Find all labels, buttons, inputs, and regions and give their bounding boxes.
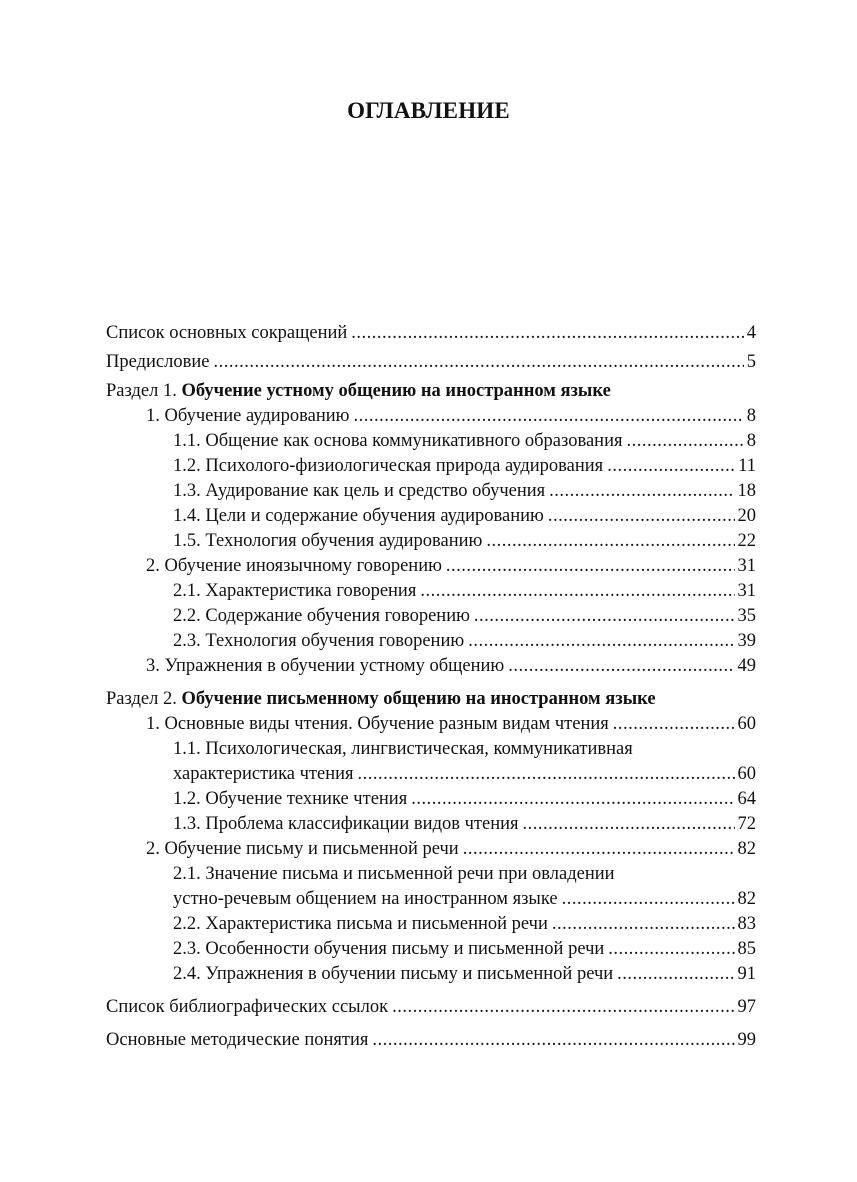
toc-entry-s1-ch1-2[interactable] bbox=[173, 454, 756, 479]
toc-entry-title: Список основных сокращений bbox=[106, 323, 348, 343]
toc-page-number: 8 bbox=[746, 406, 756, 426]
toc-page-number: 35 bbox=[737, 606, 756, 626]
toc-entry-s2-ch2-3[interactable] bbox=[173, 937, 756, 962]
toc-page-number: 20 bbox=[737, 506, 756, 526]
toc-entry-bibliography[interactable] bbox=[106, 995, 756, 1020]
section-prefix: Раздел 2. bbox=[106, 689, 177, 709]
toc-entry-title: 1. Обучение аудированию bbox=[146, 406, 350, 426]
toc-entry-s2-ch2-4[interactable] bbox=[173, 962, 756, 987]
dot-leader bbox=[549, 479, 734, 504]
toc-entry-title: 1.2. Психолого-физиологическая природа аудирования bbox=[173, 456, 604, 476]
toc-entry-title: 1.3. Проблема классификации видов чтения bbox=[173, 814, 519, 834]
table-of-contents bbox=[106, 321, 756, 1053]
toc-entry-s1-ch1-5[interactable] bbox=[173, 529, 756, 554]
dot-leader bbox=[626, 429, 743, 454]
toc-entry-s2-ch2-2[interactable] bbox=[173, 912, 756, 937]
section-prefix: Раздел 1. bbox=[106, 381, 177, 401]
toc-entry-s2-ch1-1[interactable] bbox=[173, 762, 756, 787]
toc-entry-s1-ch3[interactable] bbox=[146, 654, 756, 679]
toc-page-number: 18 bbox=[737, 481, 756, 501]
toc-page-number: 60 bbox=[737, 714, 756, 734]
toc-entry-title: 1.1. Общение как основа коммуникативного образования bbox=[173, 431, 623, 451]
dot-leader bbox=[420, 579, 734, 604]
dot-leader bbox=[463, 837, 735, 862]
toc-entry-s2-ch1-1-line1[interactable]: 1.1. Психологическая, лингвистическая, коммуникативная bbox=[173, 739, 633, 759]
toc-entry-concepts[interactable] bbox=[106, 1028, 756, 1053]
toc-page-number: 11 bbox=[738, 456, 756, 476]
dot-leader bbox=[617, 962, 734, 987]
dot-leader bbox=[552, 912, 735, 937]
toc-entry-s2-ch1[interactable] bbox=[146, 712, 756, 737]
dot-leader bbox=[213, 350, 743, 375]
dot-leader bbox=[372, 1028, 734, 1053]
toc-entry-title: 1.3. Аудирование как цель и средство обучения bbox=[173, 481, 546, 501]
toc-page-number: 8 bbox=[746, 431, 756, 451]
toc-page-number: 31 bbox=[737, 556, 756, 576]
dot-leader bbox=[392, 995, 734, 1020]
toc-page-number: 82 bbox=[737, 839, 756, 859]
toc-page-number: 49 bbox=[737, 656, 756, 676]
dot-leader bbox=[607, 454, 735, 479]
toc-entry-title: 2.1. Характеристика говорения bbox=[173, 581, 417, 601]
toc-page-number: 4 bbox=[746, 323, 756, 343]
toc-entry-title: Предисловие bbox=[106, 352, 210, 372]
toc-entry-title: Основные методические понятия bbox=[106, 1030, 369, 1050]
dot-leader bbox=[353, 404, 743, 429]
toc-entry-title: 1. Основные виды чтения. Обучение разным видам чтения bbox=[146, 714, 609, 734]
dot-leader bbox=[351, 321, 743, 346]
toc-page-number: 22 bbox=[737, 531, 756, 551]
toc-entry-s2-ch1-2[interactable] bbox=[173, 787, 756, 812]
toc-entry-preface[interactable] bbox=[106, 350, 756, 375]
toc-page-number: 39 bbox=[737, 631, 756, 651]
toc-entry-title: 1.5. Технология обучения аудированию bbox=[173, 531, 483, 551]
toc-page-number: 85 bbox=[737, 939, 756, 959]
toc-entry-title: 2. Обучение письму и письменной речи bbox=[146, 839, 459, 859]
toc-entry-s2-ch1-3[interactable] bbox=[173, 812, 756, 837]
toc-page-number: 64 bbox=[737, 789, 756, 809]
toc-page-number: 72 bbox=[737, 814, 756, 834]
dot-leader bbox=[358, 762, 735, 787]
section-name: Обучение письменному общению на иностранном языке bbox=[181, 689, 656, 709]
toc-entry-s1-ch2[interactable] bbox=[146, 554, 756, 579]
dot-leader bbox=[562, 887, 735, 912]
dot-leader bbox=[523, 812, 735, 837]
toc-page-number: 31 bbox=[737, 581, 756, 601]
dot-leader bbox=[608, 937, 734, 962]
toc-entry-title: 3. Упражнения в обучении устному общению bbox=[146, 656, 505, 676]
toc-entry-title: 1.2. Обучение технике чтения bbox=[173, 789, 408, 809]
toc-entry-abbreviations[interactable] bbox=[106, 321, 756, 346]
toc-entry-title: 2.2. Содержание обучения говорению bbox=[173, 606, 470, 626]
dot-leader bbox=[446, 554, 735, 579]
toc-page-number: 5 bbox=[746, 352, 756, 372]
toc-entry-title: 2.4. Упражнения в обучении письму и письменной речи bbox=[173, 964, 614, 984]
toc-entry-title: устно-речевым общением на иностранном языке bbox=[173, 889, 558, 909]
toc-entry-title: 1.4. Цели и содержание обучения аудированию bbox=[173, 506, 544, 526]
dot-leader bbox=[468, 629, 734, 654]
dot-leader bbox=[508, 654, 734, 679]
toc-entry-s1-ch1-1[interactable] bbox=[173, 429, 756, 454]
toc-entry-title: 2.3. Технология обучения говорению bbox=[173, 631, 465, 651]
toc-entry-s1-ch2-3[interactable] bbox=[173, 629, 756, 654]
toc-entry-title: 2. Обучение иноязычному говорению bbox=[146, 556, 442, 576]
dot-leader bbox=[548, 504, 735, 529]
toc-entry-s1-ch1-3[interactable] bbox=[173, 479, 756, 504]
toc-page-number: 60 bbox=[737, 764, 756, 784]
toc-entry-title: 2.3. Особенности обучения письму и письменной речи bbox=[173, 939, 605, 959]
page-title: ОГЛАВЛЕНИЕ bbox=[347, 98, 510, 123]
dot-leader bbox=[613, 712, 735, 737]
toc-page-number: 99 bbox=[737, 1030, 756, 1050]
toc-page-number: 82 bbox=[737, 889, 756, 909]
toc-entry-title: Список библиографических ссылок bbox=[106, 997, 389, 1017]
toc-entry-title: характеристика чтения bbox=[173, 764, 354, 784]
section-name: Обучение устному общению на иностранном языке bbox=[181, 381, 611, 401]
dot-leader bbox=[411, 787, 734, 812]
dot-leader bbox=[474, 604, 735, 629]
toc-entry-s2-ch2-1-line1[interactable]: 2.1. Значение письма и письменной речи при овладении bbox=[173, 864, 615, 884]
section-heading-1[interactable] bbox=[106, 379, 756, 404]
toc-entry-s2-ch2-1[interactable] bbox=[173, 887, 756, 912]
toc-entry-s1-ch2-1[interactable] bbox=[173, 579, 756, 604]
toc-entry-s1-ch2-2[interactable] bbox=[173, 604, 756, 629]
toc-page-number: 97 bbox=[737, 997, 756, 1017]
section-heading-2[interactable] bbox=[106, 687, 756, 712]
toc-entry-title: 2.2. Характеристика письма и письменной речи bbox=[173, 914, 548, 934]
toc-entry-s1-ch1[interactable] bbox=[146, 404, 756, 429]
toc-entry-s1-ch1-4[interactable] bbox=[173, 504, 756, 529]
dot-leader bbox=[486, 529, 734, 554]
toc-page-number: 91 bbox=[737, 964, 756, 984]
toc-entry-s2-ch2[interactable] bbox=[146, 837, 756, 862]
toc-page-number: 83 bbox=[737, 914, 756, 934]
